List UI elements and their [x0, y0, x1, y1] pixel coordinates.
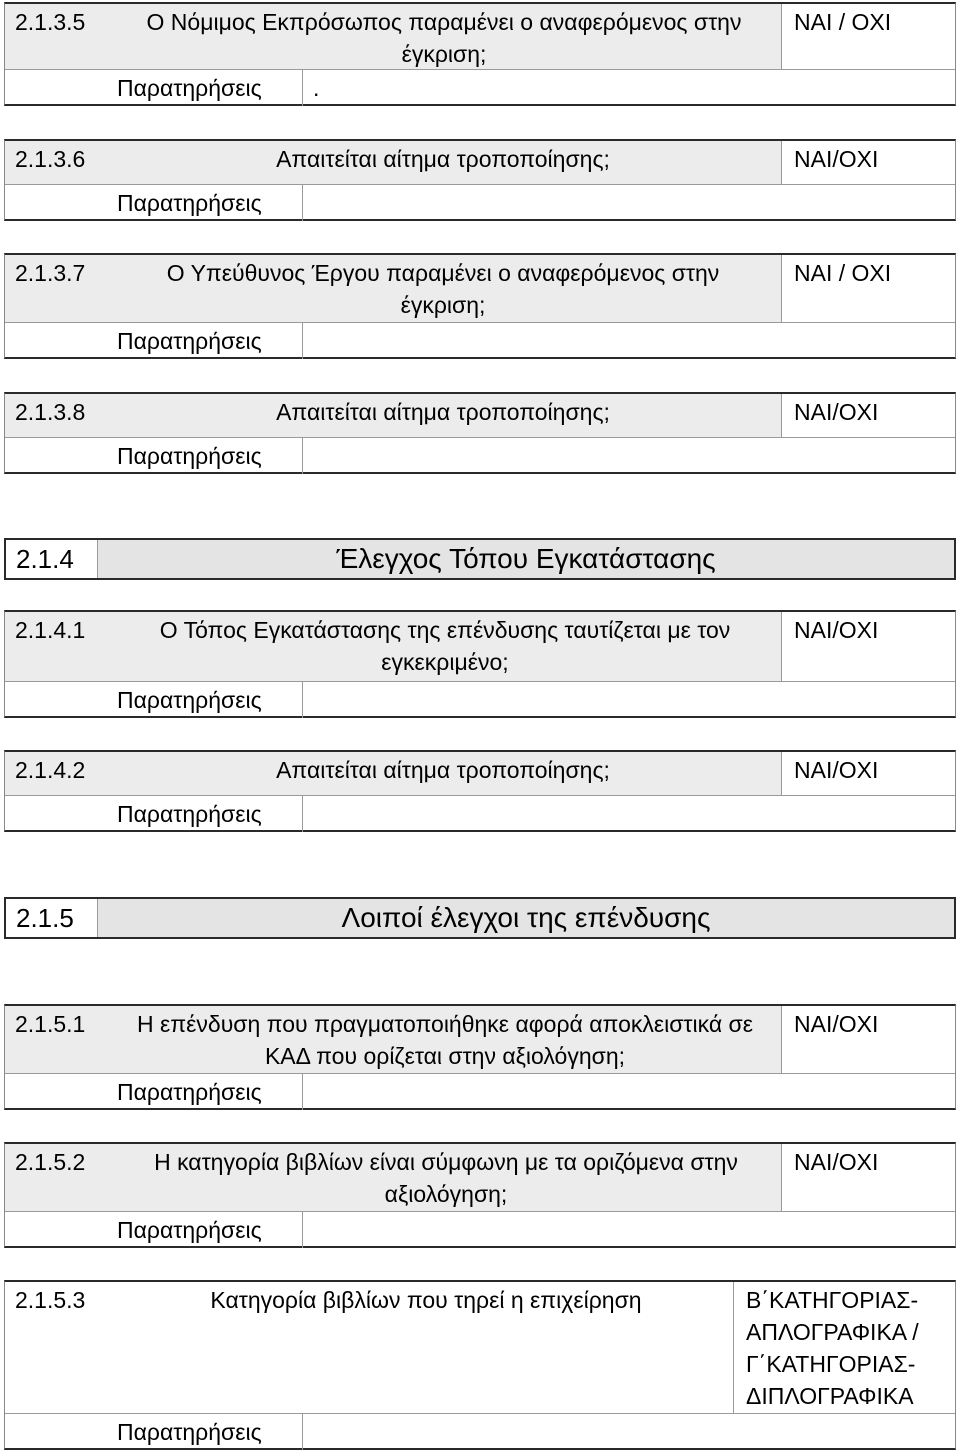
- item-code: 2.1.3.6: [5, 141, 105, 184]
- question-text: Ο Τόπος Εγκατάστασης της επένδυσης ταυτίζεται με τον εγκεκριμένο;: [105, 612, 781, 681]
- remarks-row: [5, 796, 955, 832]
- question-row: [5, 752, 955, 796]
- item-code: 2.1.3.7: [5, 255, 105, 322]
- remarks-label: Παρατηρήσεις: [105, 1212, 303, 1248]
- question-text: Η κατηγορία βιβλίων είναι σύμφωνη με τα οριζόμενα στην αξιολόγηση;: [105, 1144, 781, 1211]
- question-row: [5, 4, 955, 70]
- remarks-field[interactable]: [303, 1074, 955, 1110]
- item-2-1-5-1: [4, 1004, 956, 1110]
- question-row: [5, 255, 955, 323]
- answer-option[interactable]: ΝΑΙ / ΟΧΙ: [781, 255, 955, 322]
- question-row: [5, 612, 955, 682]
- item-code: 2.1.4.1: [5, 612, 105, 681]
- section-title: Έλεγχος Τόπου Εγκατάστασης: [98, 540, 954, 578]
- item-code: 2.1.5.3: [15, 1287, 86, 1313]
- item-2-1-5-3: [4, 1280, 956, 1450]
- remarks-row: [5, 1212, 955, 1248]
- remarks-row: [5, 185, 955, 221]
- remarks-label: Παρατηρήσεις: [105, 323, 303, 359]
- remarks-label: Παρατηρήσεις: [105, 796, 303, 832]
- question-text: Κατηγορία βιβλίων που τηρεί η επιχείρηση: [210, 1287, 642, 1313]
- answer-option[interactable]: ΝΑΙ/ΟΧΙ: [781, 141, 955, 184]
- remarks-label: Παρατηρήσεις: [105, 682, 303, 718]
- question-row: [5, 141, 955, 185]
- section-code: 2.1.5: [6, 899, 98, 937]
- remarks-field[interactable]: [303, 796, 955, 832]
- remarks-field[interactable]: [303, 1414, 955, 1450]
- question-row: [5, 1282, 955, 1414]
- question-text: Ο Νόμιμος Εκπρόσωπος παραμένει ο αναφερόμενος στην έγκριση;: [105, 4, 781, 69]
- remarks-row: [5, 1414, 955, 1450]
- remarks-field[interactable]: [303, 323, 955, 359]
- remarks-field[interactable]: [303, 682, 955, 718]
- item-2-1-3-7: [4, 253, 956, 359]
- question-row: [5, 394, 955, 438]
- section-title: Λοιποί έλεγχοι της επένδυσης: [98, 899, 954, 937]
- item-code: 2.1.5.2: [5, 1144, 105, 1211]
- remarks-field[interactable]: .: [313, 75, 320, 101]
- answer-option[interactable]: ΝΑΙ / ΟΧΙ: [781, 4, 955, 69]
- question-text: Απαιτείται αίτημα τροποποίησης;: [105, 141, 781, 184]
- item-2-1-3-5: [4, 2, 956, 106]
- remarks-row: [5, 682, 955, 718]
- item-2-1-3-6: [4, 139, 956, 221]
- remarks-label: Παρατηρήσεις: [105, 1414, 303, 1450]
- item-code: 2.1.5.1: [5, 1006, 105, 1073]
- question-text: Απαιτείται αίτημα τροποποίησης;: [105, 394, 781, 437]
- remarks-field[interactable]: [303, 438, 955, 474]
- answer-option[interactable]: ΝΑΙ/ΟΧΙ: [781, 394, 955, 437]
- item-2-1-3-8: [4, 392, 956, 474]
- question-text: Ο Υπεύθυνος Έργου παραμένει ο αναφερόμενος στην έγκριση;: [105, 255, 781, 322]
- remarks-field[interactable]: [303, 185, 955, 221]
- remarks-row: [5, 323, 955, 359]
- question-row: [5, 1006, 955, 1074]
- answer-option[interactable]: ΝΑΙ/ΟΧΙ: [781, 1006, 955, 1073]
- remarks-label: Παρατηρήσεις: [105, 1074, 303, 1110]
- item-code: 2.1.3.8: [5, 394, 105, 437]
- remarks-row: [5, 70, 955, 106]
- question-text: Απαιτείται αίτημα τροποποίησης;: [105, 752, 781, 795]
- item-code: 2.1.3.5: [5, 4, 105, 69]
- section-code: 2.1.4: [6, 540, 98, 578]
- remarks-label: Παρατηρήσεις: [105, 438, 303, 474]
- item-2-1-4-2: [4, 750, 956, 832]
- question-row: [5, 1144, 955, 1212]
- remarks-row: [5, 1074, 955, 1110]
- item-2-1-4-1: [4, 610, 956, 718]
- question-text: Η επένδυση που πραγματοποιήθηκε αφορά αποκλειστικά σε ΚΑΔ που ορίζεται στην αξιολόγηση;: [105, 1006, 781, 1073]
- answer-option[interactable]: ΝΑΙ/ΟΧΙ: [781, 1144, 955, 1211]
- answer-option[interactable]: ΝΑΙ/ΟΧΙ: [781, 752, 955, 795]
- remarks-field[interactable]: [303, 1212, 955, 1248]
- remarks-row: [5, 438, 955, 474]
- item-code: 2.1.4.2: [5, 752, 105, 795]
- item-2-1-5-2: [4, 1142, 956, 1248]
- answer-option[interactable]: Β΄ΚΑΤΗΓΟΡΙΑΣ-ΑΠΛΟΓΡΑΦΙΚΑ / Γ΄ΚΑΤΗΓΟΡΙΑΣ-ΔΙΠΛΟΓΡΑΦΙΚΑ: [733, 1282, 955, 1413]
- remarks-label: Παρατηρήσεις: [105, 70, 303, 106]
- section-header-2-1-5: [4, 897, 956, 939]
- answer-option[interactable]: ΝΑΙ/ΟΧΙ: [781, 612, 955, 681]
- remarks-label: Παρατηρήσεις: [105, 185, 303, 221]
- section-header-2-1-4: [4, 538, 956, 580]
